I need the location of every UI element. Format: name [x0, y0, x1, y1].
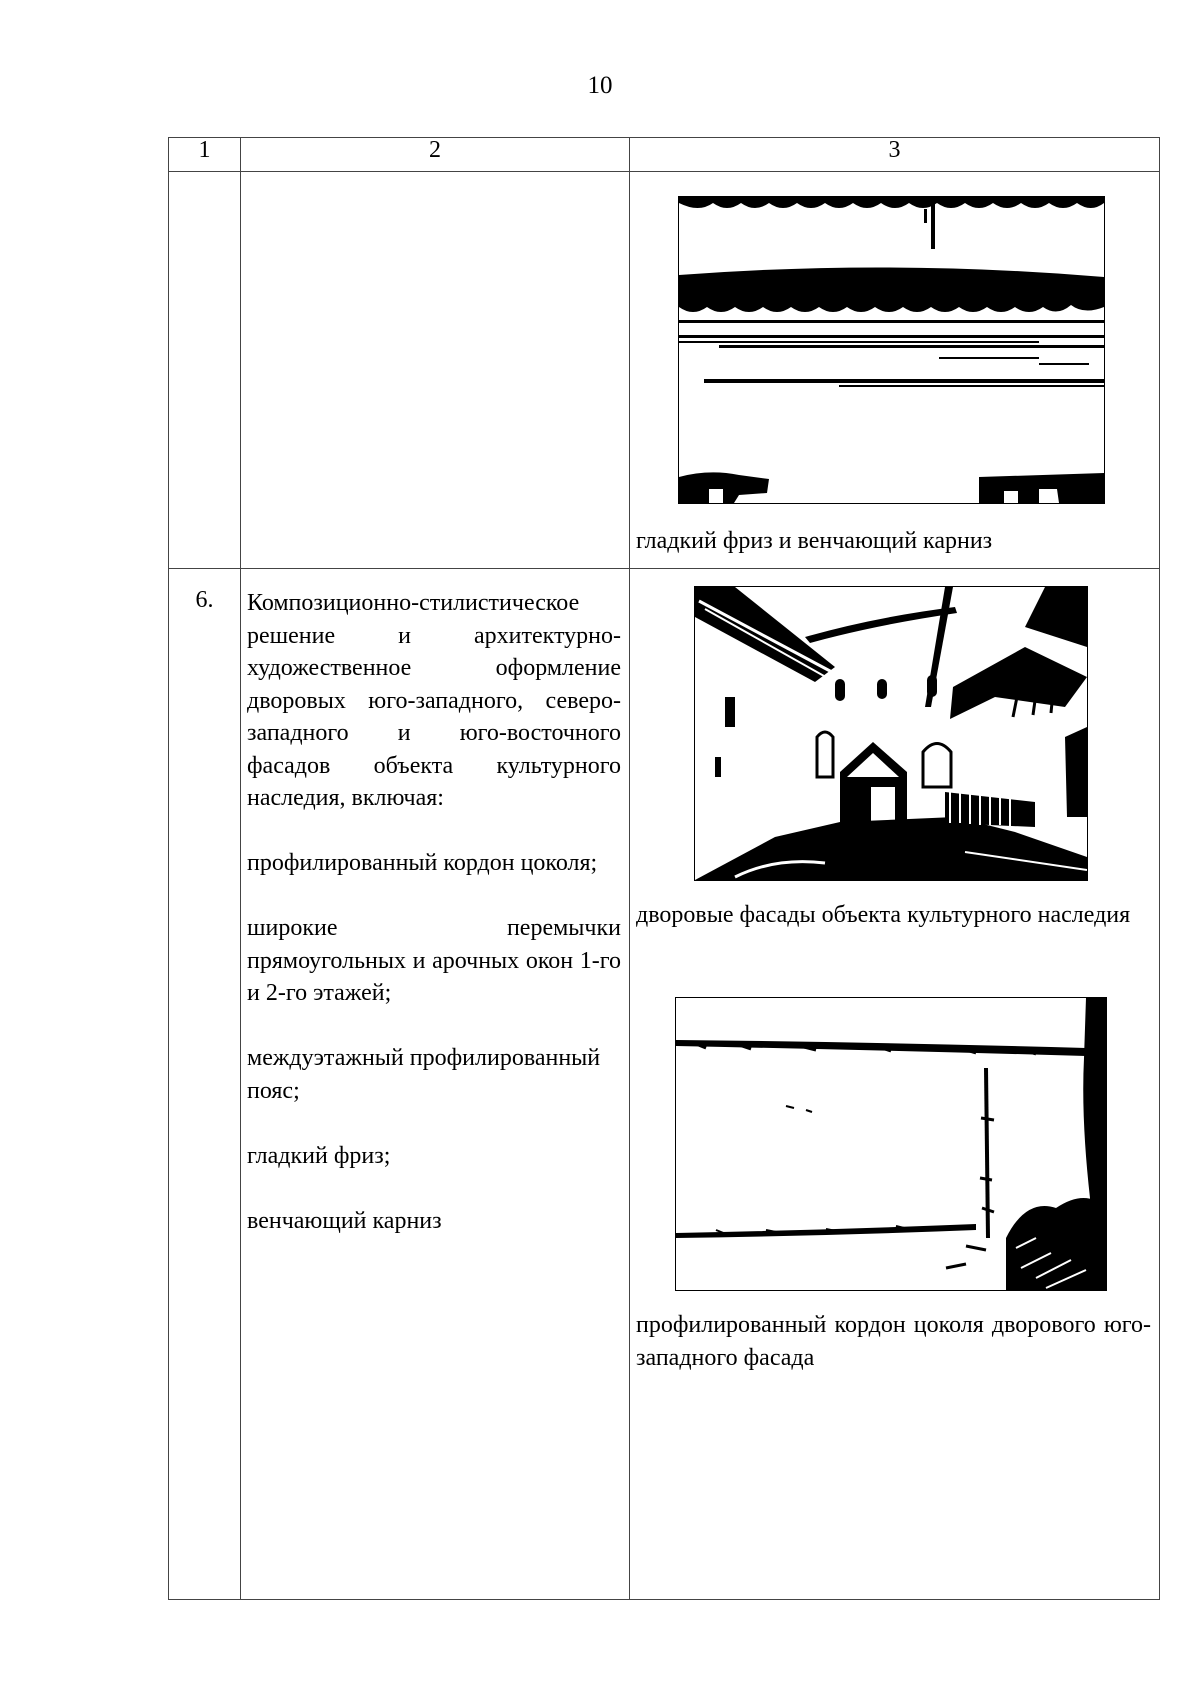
header-col-1: 1 — [169, 138, 241, 172]
page-number: 10 — [587, 72, 613, 99]
description-item: широкие перемычки прямоугольных и арочных окон 1-го и 2-го этажей; — [247, 915, 621, 1006]
header-col-2: 2 — [241, 138, 630, 172]
table-header-row — [169, 138, 1160, 172]
photo-caption: профилированный кордон цоколя дворового юго-западного фасада — [636, 1312, 1151, 1371]
table-row — [169, 569, 1160, 1600]
description-item: междуэтажный профилированный пояс; — [247, 1045, 601, 1104]
description-cell — [241, 569, 630, 1600]
description-item: венчающий карниз — [247, 1207, 442, 1234]
photo-caption: дворовые фасады объекта культурного наследия — [636, 902, 1131, 928]
description-paragraph: Композиционно-стилистическое решение и архитектурно-художественное оформление дворовых юго-западного, северо-западного и юго-восточного фасадов объекта культурного наследия, включая: — [247, 590, 621, 811]
header-col-3: 3 — [630, 138, 1160, 172]
monument-elements-table — [168, 137, 1160, 1600]
description-item: профилированный кордон цоколя; — [247, 850, 598, 876]
description-item: гладкий фриз; — [247, 1142, 391, 1169]
row-number-cell: 6. — [169, 569, 241, 1600]
photo-frieze-cornice — [678, 196, 1105, 504]
photo-courtyard-facades — [694, 586, 1088, 881]
photo-cell — [630, 569, 1160, 1600]
photo-plinth-cordon — [675, 997, 1107, 1291]
photo-caption: гладкий фриз и венчающий карниз — [636, 528, 993, 554]
description-cell — [241, 172, 630, 569]
row-number-cell — [169, 172, 241, 569]
photo-cell — [630, 172, 1160, 569]
table-row — [169, 172, 1160, 569]
